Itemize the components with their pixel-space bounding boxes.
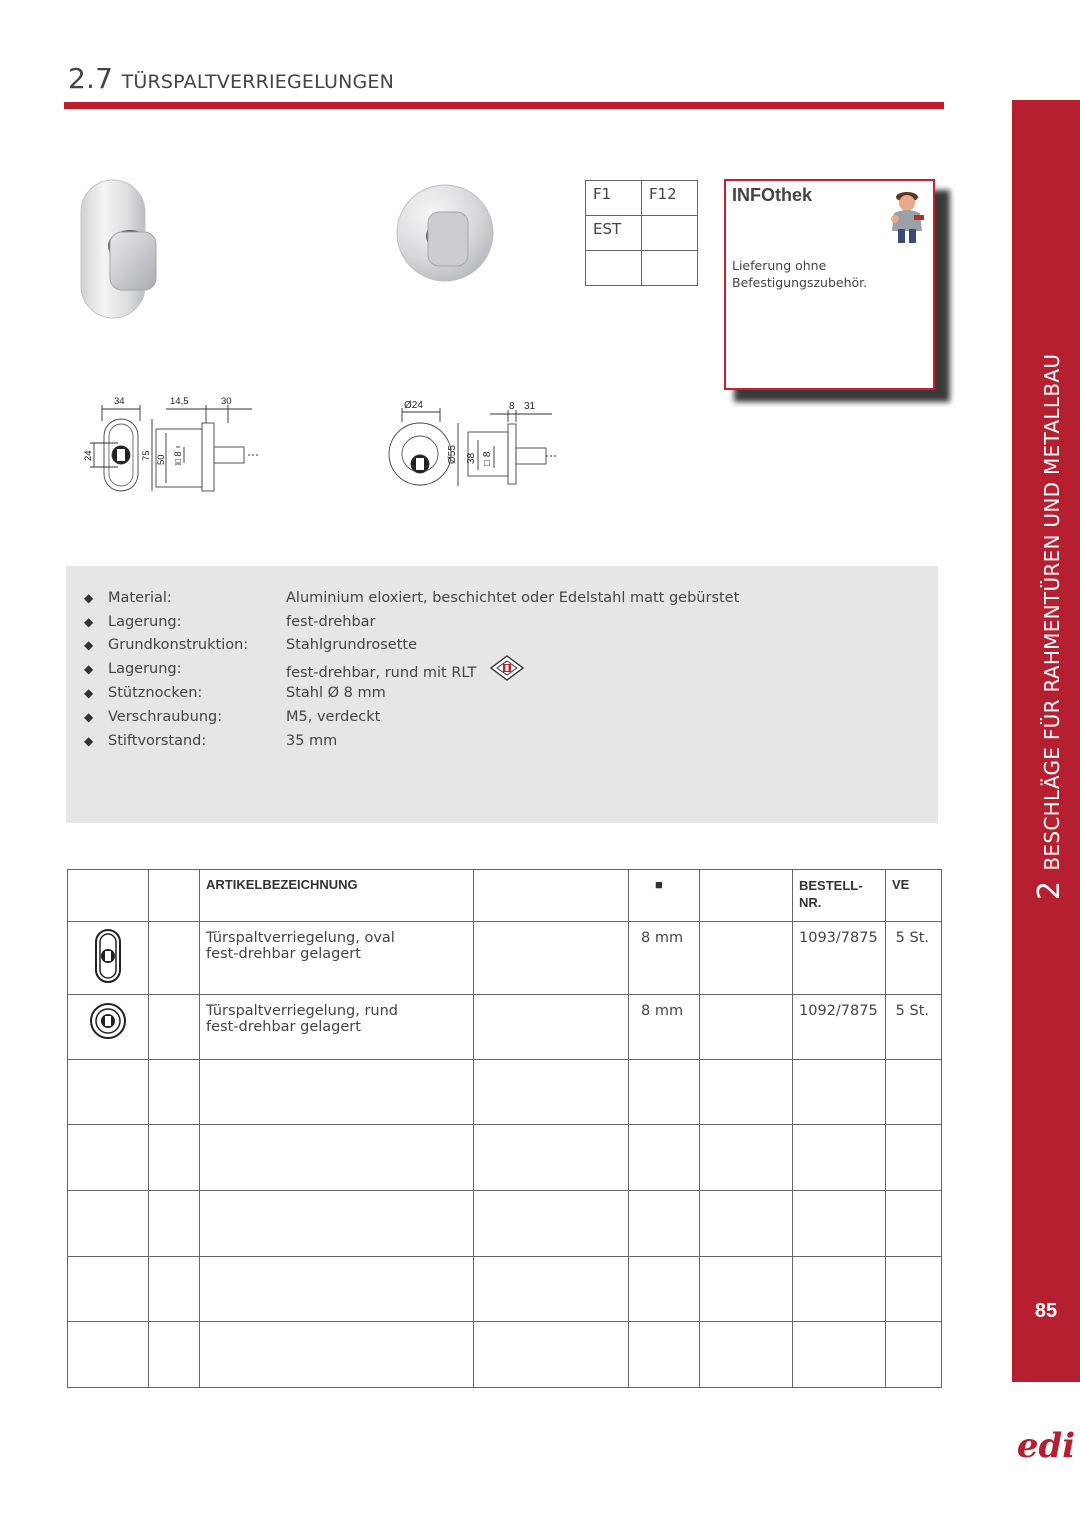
brand-logo: edi (1016, 1426, 1076, 1466)
diamond-bullet-icon: ◆ (84, 638, 94, 652)
oval-dim-h3: 50 (156, 454, 167, 465)
finish-cell (642, 216, 698, 251)
table-cell-description (200, 995, 474, 1060)
round-dim-b: 31 (524, 401, 536, 412)
diamond-bullet-icon: ◆ (84, 615, 94, 629)
header-cell-empty (700, 870, 793, 922)
spec-label: Verschraubung: (108, 709, 223, 725)
round-dim-h2: □ 8 (482, 451, 493, 466)
oval-dim-b: 14,5 (170, 396, 189, 407)
finish-cell: F1 (586, 181, 642, 216)
diamond-bullet-icon: ◆ (84, 710, 94, 724)
infothek-text: Lieferung ohne Befestigungszubehör. (732, 258, 868, 290)
finish-cell (586, 251, 642, 286)
header-square: ■ (629, 870, 700, 922)
row-icon-cell (68, 995, 149, 1060)
oval-rosette-icon (94, 972, 122, 988)
spec-value: Stahl Ø 8 mm (286, 685, 386, 701)
spec-value: Stahlgrundrosette (286, 637, 418, 653)
spec-label: Material: (108, 590, 172, 606)
oval-dim-h4: □ 8 (173, 451, 184, 465)
chapter-title: BESCHLÄGE FÜR RAHMENTÜREN UND METALLBAU (1040, 353, 1064, 871)
header-ve: VE (886, 870, 942, 922)
table-cell-ve: 5 St. (886, 995, 942, 1060)
table-cell-description (200, 922, 474, 995)
table-cell-order-no: 1092/7875 (793, 995, 886, 1060)
section-title (68, 62, 394, 95)
round-product-photo (396, 182, 496, 290)
table-cell (149, 995, 200, 1060)
spec-value: Aluminium eloxiert, beschichtet oder Edelstahl matt gebürstet (286, 590, 740, 606)
spec-value-with-icon (286, 661, 525, 685)
table-row-empty (68, 1322, 942, 1388)
description-line: fest-drehbar gelagert (206, 946, 361, 962)
header-description: ARTIKELBEZEICHNUNG (200, 870, 474, 922)
oval-dim-c: 30 (221, 396, 232, 407)
description-line: fest-drehbar gelagert (206, 1019, 361, 1035)
chapter-label (1012, 100, 1080, 900)
article-table (67, 869, 942, 1388)
round-dim-h1: 38 (466, 452, 477, 464)
table-header-row (68, 870, 942, 922)
spec-row (66, 733, 938, 757)
spec-value: fest-drehbar (286, 614, 376, 630)
infothek-title: INFOthek (732, 185, 813, 205)
table-row-empty (68, 1257, 942, 1322)
page-number: 85 (1034, 1300, 1058, 1322)
round-technical-drawing (382, 396, 562, 492)
table-cell-square: 8 mm (629, 922, 700, 995)
spec-label: Lagerung: (108, 614, 182, 630)
spec-row (66, 709, 938, 733)
table-cell (474, 995, 629, 1060)
section-name: TÜRSPALTVERRIEGELUNGEN (121, 71, 395, 93)
table-row-empty (68, 1191, 942, 1257)
spec-value: fest-drehbar, rund mit RLT (286, 665, 477, 681)
diamond-bullet-icon: ◆ (84, 591, 94, 605)
finish-table (585, 180, 698, 286)
section-number: 2.7 (68, 62, 114, 95)
finish-cell (642, 251, 698, 286)
infothek-box (724, 179, 935, 390)
spec-value: M5, verdeckt (286, 709, 381, 725)
header-order-no: BESTELL- NR. (793, 870, 886, 922)
oval-dim-a: 34 (114, 396, 125, 407)
header-cell-empty (149, 870, 200, 922)
oval-dim-h2: 75 (141, 450, 152, 461)
oval-technical-drawing (80, 393, 270, 501)
round-dim-d2: Ø55 (447, 445, 458, 464)
round-rosette-icon (88, 1029, 128, 1045)
mascot-icon (886, 185, 928, 251)
spec-label: Lagerung: (108, 661, 182, 677)
diamond-bullet-icon: ◆ (84, 734, 94, 748)
table-row-empty (68, 1060, 942, 1125)
table-cell-order-no: 1093/7875 (793, 922, 886, 995)
table-row-empty (68, 1125, 942, 1191)
header-cell-empty (68, 870, 149, 922)
table-cell (700, 995, 793, 1060)
row-icon-cell (68, 922, 149, 995)
round-dim-d1: Ø24 (404, 400, 423, 411)
oval-product-photo (78, 178, 160, 324)
spec-label: Grundkonstruktion: (108, 637, 249, 653)
spec-row (66, 685, 938, 709)
spec-row (66, 614, 938, 638)
header-rule (64, 102, 944, 109)
finish-cell: EST (586, 216, 642, 251)
chapter-number: 2 (1032, 880, 1067, 900)
table-cell-ve: 5 St. (886, 922, 942, 995)
table-cell (149, 922, 200, 995)
table-cell-square: 8 mm (629, 995, 700, 1060)
table-cell (474, 922, 629, 995)
spec-row (66, 661, 938, 685)
spec-label: Stütznocken: (108, 685, 203, 701)
diamond-bullet-icon: ◆ (84, 686, 94, 700)
table-cell (700, 922, 793, 995)
spec-label: Stiftvorstand: (108, 733, 207, 749)
description-line: Türspaltverriegelung, oval (206, 930, 395, 946)
finish-cell: F12 (642, 181, 698, 216)
diamond-bullet-icon: ◆ (84, 662, 94, 676)
round-dim-a: 8 (509, 401, 515, 412)
spec-row (66, 590, 938, 614)
table-row (68, 995, 942, 1060)
oval-dim-h1: 24 (83, 450, 94, 461)
header-cell-empty (474, 870, 629, 922)
description-line: Türspaltverriegelung, rund (206, 1003, 398, 1019)
spec-panel (66, 566, 938, 823)
spec-value: 35 mm (286, 733, 338, 749)
table-row (68, 922, 942, 995)
rlt-certification-icon (489, 655, 525, 685)
